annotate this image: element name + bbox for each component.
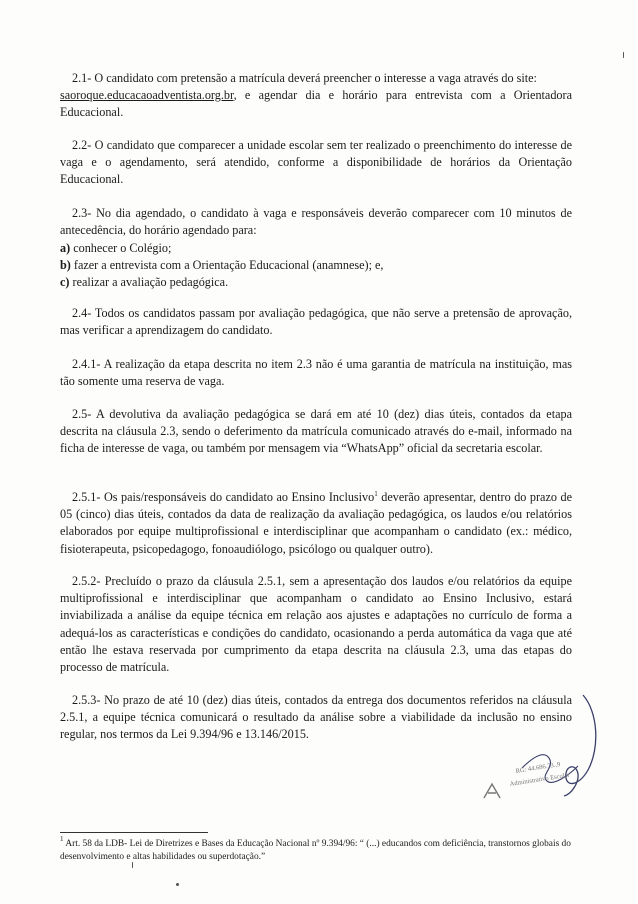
paragraph-2-1 (60, 70, 572, 122)
paragraph-2-1-text-b: , e agendar dia e horário para entrevista com a Orientadora Educacional. (60, 88, 572, 120)
list-item-b (60, 257, 383, 274)
paragraph-2-2: 2.2- O candidato que comparecer a unidade escolar sem ter realizado o preenchimento do interesse de vaga e o agendamento, será atendido, conforme a disponibilidade de horários da Orientação Educacional. (60, 138, 572, 187)
logo-mark (484, 784, 500, 798)
footnote-text: Art. 58 da LDB- Lei de Diretrizes e Bases da Educação Nacional nº 9.394/96: “ (...) educandos com deficiência, transtornos globais do desenvolvimento e altas habilidades ou superdotação.” (60, 839, 571, 862)
website-link[interactable]: saoroque.educacaoadventista.org.br (60, 88, 234, 103)
paragraph-2-5-1 (60, 489, 572, 558)
paragraph-2-5-1-text-b: deverão apresentar, dentro do prazo de 05 (cinco) dias úteis, contados da data de realização da avaliação pedagógica, os laudos e/ou relatórios elaborados por equipe multiprofissional e interdisciplinar que acompanham o candidato (ex.: médico, fisioterapeuta, psicopedagogo, fonoaudiólogo, psicólogo ou qualquer outro). (60, 490, 572, 556)
list-text: realizar a avaliação pedagógica. (69, 275, 229, 289)
scan-speck (623, 52, 624, 58)
list-marker: c) (60, 275, 70, 289)
paragraph-2-1-text-a: 2.1- O candidato com pretensão a matrícula deverá preencher o interesse a vaga através do site: (72, 71, 537, 85)
stamp-text: Administrativo Escolar (509, 771, 571, 788)
list-marker: b) (60, 258, 71, 272)
paragraph-2-5-2: 2.5.2- Precluído o prazo da cláusula 2.5.1, sem a apresentação dos laudos e/ou relatórios da equipe multiprofissional e interdisciplinar que acompanham o candidato ao Ensino Inclusivo, estará inviabilizada a análise da equipe técnica em relação aos ajustes e adaptações no currículo de forma a adequá-los as características e condições do candidato, ocasionando a perda automática da vaga que até então lhe estava reservada por cumprimento da etapa descrita na cláusula 2.3, uma das etapas do processo de matrícula. (60, 574, 572, 675)
paragraph-2-5-1-text-a: 2.5.1- Os pais/responsáveis do candidato ao Ensino Inclusivo (72, 490, 375, 504)
footnote-marker: 1 (60, 835, 64, 843)
signature-stroke (564, 695, 596, 796)
signature-stamp (480, 670, 605, 810)
paragraph-2-4: 2.4- Todos os candidatos passam por avaliação pedagógica, que não serve a pretensão de aprovação, mas verificar a aprendizagem do candidato. (60, 306, 572, 338)
paragraph-2-3: 2.3- No dia agendado, o candidato à vaga e responsáveis deverão comparecer com 10 minutos de antecedência, do horário agendado para: (60, 206, 572, 238)
scan-speck (132, 862, 133, 868)
paragraph-2-5: 2.5- A devolutiva da avaliação pedagógica se dará em até 10 (dez) dias úteis, contados da etapa descrita na cláusula 2.3, sendo o deferimento da matrícula comunicado através do e-mail, informado na ficha de interesse de vaga, ou também por mensagem via “WhatsApp” oficial da secretaria escolar. (60, 407, 572, 456)
footnote (60, 835, 575, 863)
footnote-reference: 1 (374, 490, 378, 498)
list-item-a (60, 240, 171, 257)
scan-speck (176, 883, 179, 886)
list-item-c (60, 274, 228, 291)
footnote-divider (60, 832, 208, 833)
list-text: fazer a entrevista com a Orientação Educacional (anamnese); e, (70, 258, 384, 272)
list-text: conhecer o Colégio; (70, 241, 172, 255)
list-marker: a) (60, 241, 71, 255)
paragraph-2-4-1: 2.4.1- A realização da etapa descrita no item 2.3 não é uma garantia de matrícula na instituição, mas tão somente uma reserva de vaga. (60, 357, 572, 389)
paragraph-2-5-3: 2.5.3- No prazo de até 10 (dez) dias úteis, contados da entrega dos documentos referidos na cláusula 2.5.1, a equipe técnica comunicará o resultado da análise sobre a viabilidade da inclusão no ensino regular, nos termos da Lei 9.394/96 e 13.146/2015. (60, 693, 572, 742)
stamp-text: RG: 44.686.73..9 (515, 761, 561, 775)
